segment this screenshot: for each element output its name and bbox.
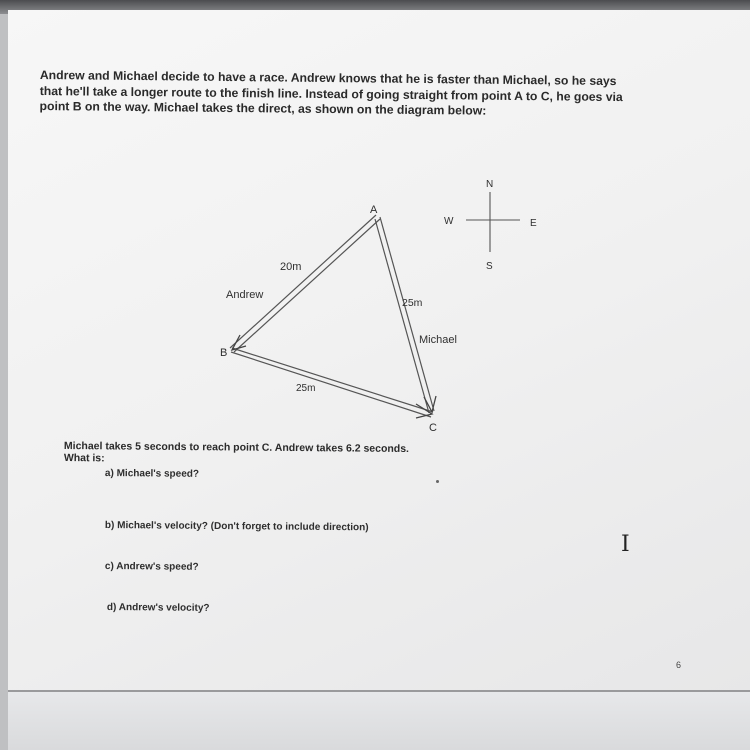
point-b-label: B [220, 347, 228, 359]
distance-bc-label: 25m [296, 383, 316, 394]
path-ac-outer [375, 219, 429, 413]
path-bc-inner [231, 352, 431, 417]
path-ac-inner [380, 217, 434, 411]
page-number: 6 [676, 660, 682, 670]
problem-line-1: Andrew and Michael decide to have a race. Andrew knows that he is faster than Michael, so he says [39, 68, 617, 89]
compass-south: S [486, 261, 493, 272]
distance-ab-label: 20m [280, 261, 302, 273]
worksheet-page [8, 10, 750, 750]
text-cursor-icon: I [621, 532, 630, 557]
triangle-paths [230, 215, 434, 417]
path-bc-outer [232, 348, 433, 412]
compass-north: N [486, 179, 494, 190]
question-c: c) Andrew's speed? [104, 561, 199, 573]
stray-mark [436, 480, 439, 483]
arrowheads [232, 335, 436, 418]
question-intro-line-1: Michael takes 5 seconds to reach point C. Andrew takes 6.2 seconds. [63, 440, 410, 456]
distance-ac-label: 25m [402, 297, 423, 309]
path-ab-outer [230, 215, 376, 348]
question-d: d) Andrew's velocity? [106, 602, 210, 614]
next-page-area [8, 692, 750, 750]
problem-line-3: point B on the way. Michael takes the direct, as shown on the diagram below: [39, 98, 487, 118]
question-intro-line-2: What is: [63, 451, 105, 465]
race-diagram [8, 10, 750, 750]
point-a-label: A [370, 204, 378, 216]
question-a: a) Michael's speed? [104, 468, 200, 480]
compass-rose [466, 192, 520, 252]
path-ab-inner [234, 219, 380, 352]
question-b: b) Michael's velocity? (Don't forget to include direction) [104, 520, 369, 534]
compass-east: E [530, 218, 537, 229]
andrew-path-label: Andrew [226, 289, 264, 301]
compass-west: W [444, 216, 454, 227]
question-intro [64, 440, 544, 468]
problem-line-2: that he'll take a longer route to the finish line. Instead of going straight from point A to C, he goes via [39, 83, 623, 104]
point-c-label: C [429, 422, 437, 434]
michael-path-label: Michael [419, 334, 457, 346]
